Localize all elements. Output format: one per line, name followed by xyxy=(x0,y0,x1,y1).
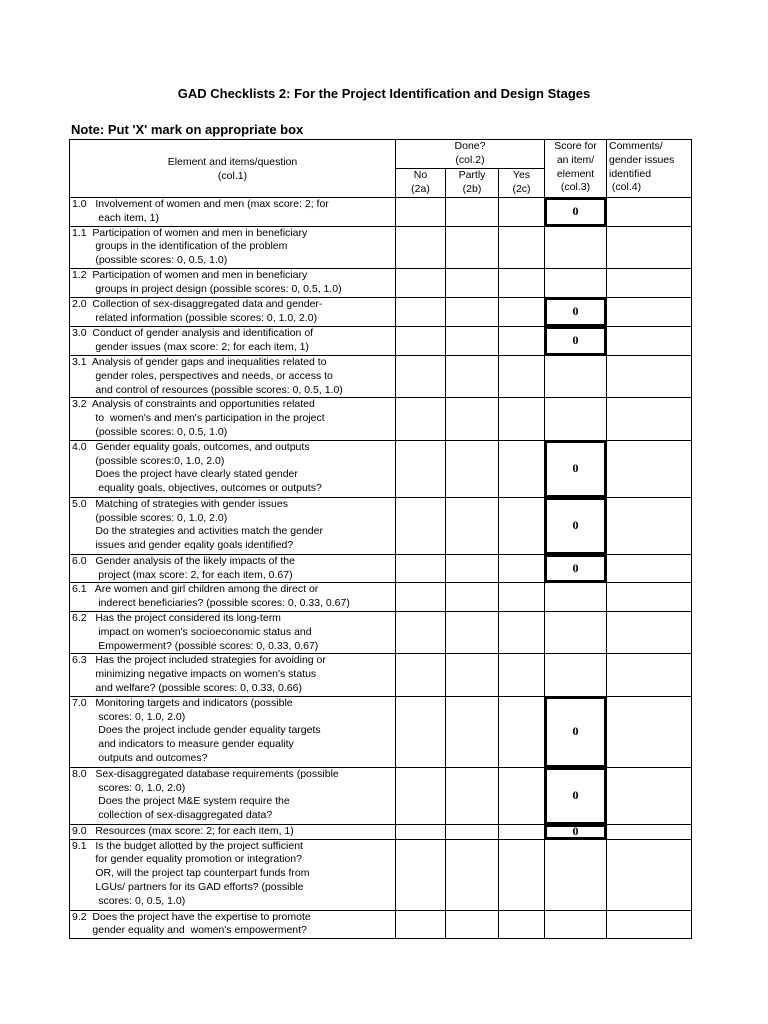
question-line: 9.2 Does the project have the expertise to promote xyxy=(72,910,311,923)
header-comments-line2: gender issues xyxy=(609,153,675,166)
header-score-line1: Score for xyxy=(554,140,597,152)
score-cell xyxy=(545,268,607,297)
checklist-row xyxy=(70,910,692,939)
question-line: 7.0 Monitoring targets and indicators (possible xyxy=(72,696,293,709)
checkbox-yes[interactable] xyxy=(499,355,545,397)
score-value: 0 xyxy=(545,198,606,226)
question-line: each item, 1) xyxy=(72,211,159,224)
header-done-line2: (col.2) xyxy=(455,153,485,166)
score-cell xyxy=(545,355,607,397)
score-cell xyxy=(545,554,607,583)
question-line: OR, will the project tap counterpart funds from xyxy=(72,867,310,880)
comments-cell[interactable] xyxy=(607,696,692,767)
question-line: 6.1 Are women and girl children among the direct or xyxy=(72,583,319,596)
question-line: Does the project include gender equality targets xyxy=(72,724,321,737)
checkbox-partly[interactable] xyxy=(446,583,499,612)
question-cell xyxy=(70,910,396,939)
question-line: groups in project design (possible scores: 0, 0.5, 1.0) xyxy=(72,282,342,295)
score-cell xyxy=(545,398,607,440)
comments-cell[interactable] xyxy=(607,297,692,326)
question-cell xyxy=(70,767,396,824)
score-cell xyxy=(545,497,607,554)
question-line: related information (possible scores: 0, 1.0, 2.0) xyxy=(72,311,318,324)
checkbox-no[interactable] xyxy=(396,355,446,397)
checklist-row xyxy=(70,440,692,497)
instruction-note: Note: Put 'X' mark on appropriate box xyxy=(71,122,304,137)
question-cell xyxy=(70,824,396,839)
score-cell xyxy=(545,297,607,326)
score-value: 0 xyxy=(545,298,606,326)
question-line: impact on women's socioeconomic status and xyxy=(72,625,312,638)
checklist-row xyxy=(70,654,692,696)
comments-cell[interactable] xyxy=(607,583,692,612)
checkbox-no[interactable] xyxy=(396,326,446,355)
header-comments-line3: identified xyxy=(609,167,652,180)
question-line: (possible scores: 0, 1.0, 2.0) xyxy=(72,511,228,524)
question-line: Does the project have clearly stated gender xyxy=(72,468,298,481)
header-score xyxy=(545,140,607,198)
checklist-row xyxy=(70,824,692,839)
question-cell xyxy=(70,355,396,397)
question-line: and control of resources (possible scores: 0, 0.5, 1.0) xyxy=(72,383,343,396)
question-line: and welfare? (possible scores: 0, 0.33, 0.66) xyxy=(72,681,302,694)
header-comments-line4: (col.4) xyxy=(609,181,642,194)
score-cell xyxy=(545,824,607,839)
question-cell xyxy=(70,497,396,554)
score-cell xyxy=(545,696,607,767)
checkbox-partly[interactable] xyxy=(446,497,499,554)
checklist-row xyxy=(70,226,692,268)
question-cell xyxy=(70,297,396,326)
checkbox-no[interactable] xyxy=(396,583,446,612)
checkbox-no[interactable] xyxy=(396,654,446,696)
checkbox-partly[interactable] xyxy=(446,767,499,824)
checkbox-yes[interactable] xyxy=(499,767,545,824)
checkbox-partly[interactable] xyxy=(446,554,499,583)
question-line: minimizing negative impacts on women's status xyxy=(72,668,317,681)
checkbox-yes[interactable] xyxy=(499,839,545,910)
page-title: GAD Checklists 2: For the Project Identification and Design Stages xyxy=(177,86,591,101)
comments-cell[interactable] xyxy=(607,611,692,653)
question-line: equality goals, objectives, outcomes or outputs? xyxy=(72,482,322,495)
score-value: 0 xyxy=(545,441,606,497)
question-cell xyxy=(70,268,396,297)
checkbox-partly[interactable] xyxy=(446,297,499,326)
header-element-line2: (col.1) xyxy=(217,169,248,182)
checklist-row xyxy=(70,554,692,583)
header-element xyxy=(70,140,396,198)
question-cell xyxy=(70,326,396,355)
checklist-row xyxy=(70,398,692,440)
score-value: 0 xyxy=(545,825,606,839)
question-line: for gender equality promotion or integration? xyxy=(72,853,302,866)
question-cell xyxy=(70,583,396,612)
checkbox-partly[interactable] xyxy=(446,268,499,297)
question-line: 8.0 Sex-disaggregated database requirements (possible xyxy=(72,767,339,780)
checkbox-yes[interactable] xyxy=(499,654,545,696)
header-comments-line1: Comments/ xyxy=(609,140,663,152)
checklist-row xyxy=(70,297,692,326)
question-line: issues and gender eqality goals identified? xyxy=(72,539,294,552)
checkbox-no[interactable] xyxy=(396,226,446,268)
question-line: 3.1 Analysis of gender gaps and inequalities related to xyxy=(72,355,327,368)
checkbox-partly[interactable] xyxy=(446,440,499,497)
question-line: inderect beneficiaries? (possible scores: 0, 0.33, 0.67) xyxy=(72,597,350,610)
header-score-line4: (col.3) xyxy=(560,181,591,194)
question-cell xyxy=(70,198,396,227)
checkbox-yes[interactable] xyxy=(499,611,545,653)
comments-cell[interactable] xyxy=(607,497,692,554)
question-line: LGUs/ partners for its GAD efforts? (possible xyxy=(72,880,304,893)
comments-cell[interactable] xyxy=(607,654,692,696)
gad-checklist-table xyxy=(69,139,692,939)
question-line: 5.0 Matching of strategies with gender issues xyxy=(72,497,288,510)
score-cell xyxy=(545,226,607,268)
header-partly xyxy=(446,169,499,198)
question-line: gender issues (max score: 2; for each item, 1) xyxy=(72,340,309,353)
score-value: 0 xyxy=(545,327,606,355)
checkbox-yes[interactable] xyxy=(499,910,545,939)
header-yes-line1: Yes xyxy=(512,169,531,181)
checklist-row xyxy=(70,198,692,227)
question-cell xyxy=(70,839,396,910)
checklist-row xyxy=(70,355,692,397)
question-line: Does the project M&E system require the xyxy=(72,795,290,808)
checkbox-partly[interactable] xyxy=(446,696,499,767)
checkbox-partly[interactable] xyxy=(446,226,499,268)
checkbox-partly[interactable] xyxy=(446,654,499,696)
checklist-row xyxy=(70,611,692,653)
question-cell xyxy=(70,226,396,268)
header-partly-line2: (2b) xyxy=(462,182,482,195)
question-line: (possible scores: 0, 0.5, 1.0) xyxy=(72,425,228,438)
question-line: 4.0 Gender equality goals, outcomes, and outputs xyxy=(72,440,310,453)
question-cell xyxy=(70,440,396,497)
checkbox-no[interactable] xyxy=(396,297,446,326)
checkbox-yes[interactable] xyxy=(499,824,545,839)
comments-cell[interactable] xyxy=(607,226,692,268)
question-cell xyxy=(70,654,396,696)
header-no-line2: (2a) xyxy=(411,182,430,195)
comments-cell[interactable] xyxy=(607,398,692,440)
question-line: groups in the identification of the problem xyxy=(72,240,288,253)
question-line: outputs and outcomes? xyxy=(72,751,208,764)
score-cell xyxy=(545,654,607,696)
score-value: 0 xyxy=(545,498,606,554)
question-cell xyxy=(70,611,396,653)
checkbox-no[interactable] xyxy=(396,696,446,767)
question-line: 2.0 Collection of sex-disaggregated data and gender- xyxy=(72,297,323,310)
score-cell xyxy=(545,839,607,910)
checkbox-yes[interactable] xyxy=(499,497,545,554)
score-value: 0 xyxy=(545,697,606,767)
checklist-row xyxy=(70,583,692,612)
checkbox-no[interactable] xyxy=(396,198,446,227)
checkbox-yes[interactable] xyxy=(499,583,545,612)
checkbox-no[interactable] xyxy=(396,824,446,839)
checkbox-no[interactable] xyxy=(396,910,446,939)
score-cell xyxy=(545,198,607,227)
question-line: 3.2 Analysis of constraints and opportunities related xyxy=(72,398,315,411)
checkbox-yes[interactable] xyxy=(499,198,545,227)
header-score-line3: element xyxy=(556,167,595,180)
header-yes-line2: (2c) xyxy=(512,182,531,195)
comments-cell[interactable] xyxy=(607,198,692,227)
question-cell xyxy=(70,398,396,440)
question-line: 6.3 Has the project included strategies for avoiding or xyxy=(72,654,326,667)
checkbox-no[interactable] xyxy=(396,839,446,910)
checkbox-partly[interactable] xyxy=(446,910,499,939)
checkbox-yes[interactable] xyxy=(499,226,545,268)
checkbox-no[interactable] xyxy=(396,268,446,297)
comments-cell[interactable] xyxy=(607,326,692,355)
checkbox-yes[interactable] xyxy=(499,554,545,583)
score-cell xyxy=(545,611,607,653)
question-line: 9.0 Resources (max score: 2; for each item, 1) xyxy=(72,824,294,837)
question-line: project (max score: 2, for each item, 0.67) xyxy=(72,568,293,581)
checkbox-partly[interactable] xyxy=(446,355,499,397)
header-comments xyxy=(607,140,692,198)
header-element-line1: Element and items/question xyxy=(167,155,298,168)
checklist-row xyxy=(70,696,692,767)
checkbox-partly[interactable] xyxy=(446,839,499,910)
question-line: 1.1 Participation of women and men in beneficiary xyxy=(72,226,308,239)
score-cell xyxy=(545,583,607,612)
question-line: (possible scores: 0, 0.5, 1.0) xyxy=(72,254,228,267)
checklist-row xyxy=(70,839,692,910)
checkbox-no[interactable] xyxy=(396,554,446,583)
question-line: collection of sex-disaggregated data? xyxy=(72,809,273,822)
header-done-line1: Done? xyxy=(454,140,486,152)
comments-cell[interactable] xyxy=(607,440,692,497)
checklist-row xyxy=(70,268,692,297)
checkbox-yes[interactable] xyxy=(499,440,545,497)
comments-cell[interactable] xyxy=(607,268,692,297)
header-no-line1: No xyxy=(413,169,428,181)
score-value: 0 xyxy=(545,555,606,583)
question-line: gender roles, perspectives and needs, or access to xyxy=(72,369,333,382)
header-score-line2: an item/ xyxy=(556,153,595,166)
comments-cell[interactable] xyxy=(607,910,692,939)
score-cell xyxy=(545,910,607,939)
score-cell xyxy=(545,326,607,355)
checkbox-no[interactable] xyxy=(396,611,446,653)
question-line: to women's and men's participation in the project xyxy=(72,412,325,425)
header-partly-line1: Partly xyxy=(458,169,486,181)
checkbox-yes[interactable] xyxy=(499,398,545,440)
header-yes xyxy=(499,169,545,198)
checkbox-no[interactable] xyxy=(396,398,446,440)
question-line: gender equality and women's empowerment? xyxy=(72,924,307,937)
checkbox-yes[interactable] xyxy=(499,696,545,767)
checklist-row xyxy=(70,767,692,824)
comments-cell[interactable] xyxy=(607,839,692,910)
header-done xyxy=(396,140,545,169)
checkbox-partly[interactable] xyxy=(446,398,499,440)
comments-cell[interactable] xyxy=(607,554,692,583)
comments-cell[interactable] xyxy=(607,767,692,824)
checkbox-yes[interactable] xyxy=(499,268,545,297)
comments-cell[interactable] xyxy=(607,355,692,397)
checkbox-no[interactable] xyxy=(396,497,446,554)
question-line: 6.0 Gender analysis of the likely impacts of the xyxy=(72,554,295,567)
question-cell xyxy=(70,696,396,767)
checkbox-yes[interactable] xyxy=(499,297,545,326)
question-cell xyxy=(70,554,396,583)
question-line: and indicators to measure gender equality xyxy=(72,738,294,751)
checkbox-no[interactable] xyxy=(396,440,446,497)
question-line: scores: 0, 1.0, 2.0) xyxy=(72,710,186,723)
checkbox-no[interactable] xyxy=(396,767,446,824)
question-line: (possible scores:0, 1.0, 2.0) xyxy=(72,454,225,467)
question-line: 9.1 Is the budget allotted by the project sufficient xyxy=(72,839,303,852)
question-line: scores: 0, 0.5, 1.0) xyxy=(72,894,186,907)
question-line: 1.0 Involvement of women and men (max score: 2; for xyxy=(72,198,329,210)
checkbox-partly[interactable] xyxy=(446,198,499,227)
checkbox-partly[interactable] xyxy=(446,611,499,653)
question-line: Empowerment? (possible scores: 0, 0.33, 0.67) xyxy=(72,639,319,652)
checklist-row xyxy=(70,326,692,355)
question-line: scores: 0, 1.0, 2.0) xyxy=(72,781,186,794)
question-line: Do the strategies and activities match the gender xyxy=(72,525,323,538)
score-value: 0 xyxy=(545,768,606,824)
question-line: 1.2 Participation of women and men in beneficiary xyxy=(72,268,308,281)
comments-cell[interactable] xyxy=(607,824,692,839)
checkbox-partly[interactable] xyxy=(446,326,499,355)
checklist-row xyxy=(70,497,692,554)
checkbox-yes[interactable] xyxy=(499,326,545,355)
question-line: 3.0 Conduct of gender analysis and identification of xyxy=(72,326,314,339)
score-cell xyxy=(545,440,607,497)
score-cell xyxy=(545,767,607,824)
checkbox-partly[interactable] xyxy=(446,824,499,839)
header-no xyxy=(396,169,446,198)
question-line: 6.2 Has the project considered its long-term xyxy=(72,611,281,624)
